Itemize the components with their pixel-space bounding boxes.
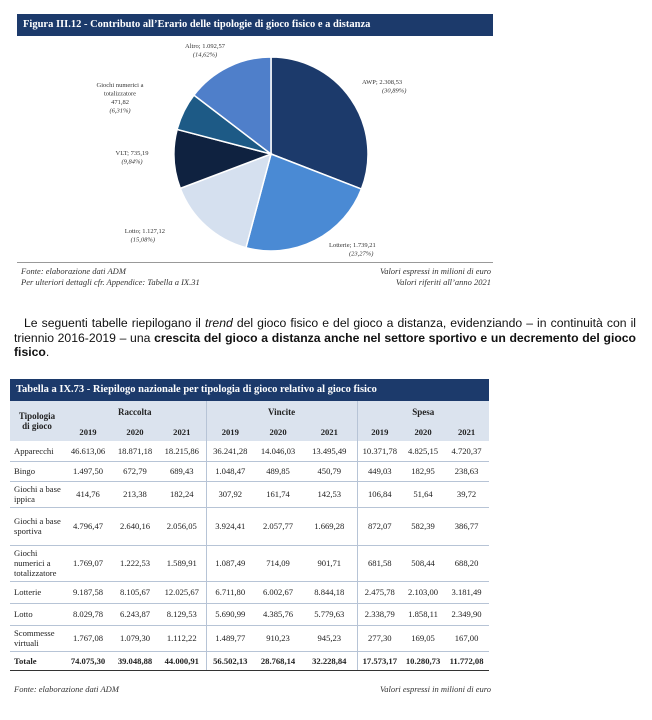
total-cell: 32.228,84	[302, 651, 357, 670]
table-cell: 5.690,99	[206, 603, 254, 625]
table-row	[10, 481, 489, 507]
table-cell: 238,63	[444, 461, 489, 481]
table-cell: 3.924,41	[206, 507, 254, 545]
pie-label-vlt: VLT; 735,19	[115, 150, 149, 157]
table-total-row	[10, 651, 489, 670]
table-cell: 2.475,78	[357, 581, 402, 603]
table-cell: 2.103,00	[402, 581, 444, 603]
table-cell: 9.187,58	[64, 581, 112, 603]
row-label: Lotto	[10, 603, 64, 625]
pie-label-lotterie: Lotterie; 1.739,21	[329, 242, 376, 249]
figure-units-line: Valori espressi in milioni di euro	[379, 266, 491, 276]
row-label: Scommesse virtuali	[10, 625, 64, 651]
year-header: 2019	[357, 423, 402, 441]
year-header: 2020	[254, 423, 302, 441]
table-cell: 8.029,78	[64, 603, 112, 625]
total-cell: 44.000,91	[158, 651, 206, 670]
table-cell: 508,44	[402, 545, 444, 581]
year-header: 2021	[158, 423, 206, 441]
table-cell: 51,64	[402, 481, 444, 507]
table-cell: 8.105,67	[112, 581, 158, 603]
table-cell: 39,72	[444, 481, 489, 507]
table-cell: 8.129,53	[158, 603, 206, 625]
table-cell: 2.057,77	[254, 507, 302, 545]
table-cell: 1.048,47	[206, 461, 254, 481]
row-label: Apparecchi	[10, 441, 64, 461]
table-cell: 1.858,11	[402, 603, 444, 625]
pie-pct-altro: (14,62%)	[192, 51, 218, 59]
table-cell: 18.215,86	[158, 441, 206, 461]
pie-pct-lotto: (15,08%)	[130, 236, 155, 244]
pie-pct-giochi-numerici: (6,31%)	[109, 107, 131, 115]
year-header: 2021	[302, 423, 357, 441]
table-cell: 13.495,49	[302, 441, 357, 461]
group-header-spesa: Spesa	[357, 401, 489, 423]
table-title: Tabella a IX.73 - Riepilogo nazionale per tipologia di gioco relativo al gioco fisico	[10, 379, 489, 401]
table-cell: 182,24	[158, 481, 206, 507]
table-cell: 167,00	[444, 625, 489, 651]
pie-label-giochi-numerici: totalizzatore	[103, 90, 137, 98]
table-cell: 910,23	[254, 625, 302, 651]
table-cell: 386,77	[444, 507, 489, 545]
table-cell: 307,92	[206, 481, 254, 507]
year-header: 2019	[206, 423, 254, 441]
total-cell: 56.502,13	[206, 651, 254, 670]
table-row	[10, 507, 489, 545]
year-header: 2020	[112, 423, 158, 441]
figure-appendix-line: Per ulteriori dettagli cfr. Appendice: Tabella a IX.31	[21, 277, 200, 287]
table-cell: 169,05	[402, 625, 444, 651]
table-cell: 4.720,37	[444, 441, 489, 461]
table-cell: 3.181,49	[444, 581, 489, 603]
table-cell: 182,95	[402, 461, 444, 481]
table-cell: 1.497,50	[64, 461, 112, 481]
paragraph-part-3: .	[45, 345, 50, 359]
table-cell: 450,79	[302, 461, 357, 481]
table-cell: 10.371,78	[357, 441, 402, 461]
table-cell: 142,53	[302, 481, 357, 507]
pie-pct-awp: (30,89%)	[382, 87, 407, 95]
total-label: Totale	[10, 651, 64, 670]
table-cell: 1.767,08	[64, 625, 112, 651]
table-cell: 688,20	[444, 545, 489, 581]
paragraph-bold: crescita del gioco a distanza anche nel settore sportivo e un decremento del gioco fisico	[14, 330, 636, 359]
table-row	[10, 461, 489, 481]
pie-label-awp: AWP; 2.308,53	[362, 79, 403, 86]
table-cell: 161,74	[254, 481, 302, 507]
data-table	[10, 401, 489, 671]
row-label: Bingo	[10, 461, 64, 481]
table-cell: 872,07	[357, 507, 402, 545]
table-row	[10, 441, 489, 461]
table-cell: 213,38	[112, 481, 158, 507]
table-cell: 489,85	[254, 461, 302, 481]
figure-year-line: Valori riferiti all’anno 2021	[395, 277, 491, 287]
year-header: 2019	[64, 423, 112, 441]
table-cell: 901,71	[302, 545, 357, 581]
pie-pct-lotterie: (23,27%)	[349, 250, 374, 258]
total-cell: 10.280,73	[402, 651, 444, 670]
figure-units-note	[380, 266, 491, 288]
row-label: Giochi a base ippica	[10, 481, 64, 507]
table-cell: 672,79	[112, 461, 158, 481]
table-cell: 1.669,28	[302, 507, 357, 545]
table-row	[10, 545, 489, 581]
paragraph-part-1: Le seguenti tabelle riepilogano il	[24, 316, 205, 330]
table-cell: 1.112,22	[158, 625, 206, 651]
table-cell: 6.711,80	[206, 581, 254, 603]
year-header: 2020	[402, 423, 444, 441]
figure-divider	[17, 262, 493, 263]
table-cell: 4.825,15	[402, 441, 444, 461]
table-cell: 277,30	[357, 625, 402, 651]
table-cell: 1.222,53	[112, 545, 158, 581]
table-cell: 106,84	[357, 481, 402, 507]
table-cell: 945,23	[302, 625, 357, 651]
table-cell: 681,58	[357, 545, 402, 581]
table-cell: 2.640,16	[112, 507, 158, 545]
group-header-raccolta: Raccolta	[64, 401, 206, 423]
table-cell: 2.056,05	[158, 507, 206, 545]
paragraph-trend: trend	[204, 316, 233, 330]
table-cell: 414,76	[64, 481, 112, 507]
corner-line-2: di gioco	[22, 421, 52, 431]
table-cell: 1.489,77	[206, 625, 254, 651]
table-cell: 2.338,79	[357, 603, 402, 625]
pie-chart-svg	[17, 36, 493, 261]
pie-label-altro: Altro; 1.092,57	[185, 43, 225, 50]
figure-source-note	[21, 266, 200, 288]
table-cell: 6.002,67	[254, 581, 302, 603]
table-cell: 1.769,07	[64, 545, 112, 581]
pie-label-giochi-numerici: Giochi numerici a	[96, 82, 144, 89]
table-cell: 449,03	[357, 461, 402, 481]
row-label: Lotterie	[10, 581, 64, 603]
table-cell: 4.796,47	[64, 507, 112, 545]
pie-pct-vlt: (9,84%)	[121, 158, 143, 166]
pie-chart	[17, 36, 493, 261]
pie-label-lotto: Lotto; 1.127,12	[124, 228, 165, 235]
table-cell: 36.241,28	[206, 441, 254, 461]
table-cell: 5.779,63	[302, 603, 357, 625]
row-label: Giochi numerici a totalizzatore	[10, 545, 64, 581]
year-header: 2021	[444, 423, 489, 441]
table-row	[10, 581, 489, 603]
pie-label-giochi-numerici: 471,82	[111, 99, 129, 106]
table-cell: 18.871,18	[112, 441, 158, 461]
table-cell: 689,43	[158, 461, 206, 481]
table-cell: 2.349,90	[444, 603, 489, 625]
figure-title: Figura III.12 - Contributo all’Erario delle tipologie di gioco fisico e a distanza	[17, 14, 493, 36]
corner-line-1: Tipologia	[18, 411, 56, 421]
table-row	[10, 603, 489, 625]
table-units-note: Valori espressi in milioni di euro	[380, 684, 492, 694]
table-cell: 1.589,91	[158, 545, 206, 581]
group-header-vincite: Vincite	[206, 401, 357, 423]
table-cell: 46.613,06	[64, 441, 112, 461]
total-cell: 74.075,30	[64, 651, 112, 670]
table-cell: 1.079,30	[112, 625, 158, 651]
total-cell: 17.573,17	[357, 651, 402, 670]
table-cell: 1.087,49	[206, 545, 254, 581]
table-cell: 6.243,87	[112, 603, 158, 625]
total-cell: 28.768,14	[254, 651, 302, 670]
table-corner-header	[10, 401, 64, 441]
table-cell: 8.844,18	[302, 581, 357, 603]
total-cell: 39.048,88	[112, 651, 158, 670]
table-cell: 4.385,76	[254, 603, 302, 625]
figure-source-line: Fonte: elaborazione dati ADM	[21, 266, 126, 276]
table-cell: 582,39	[402, 507, 444, 545]
row-label: Giochi a base sportiva	[10, 507, 64, 545]
table-cell: 714,09	[254, 545, 302, 581]
body-paragraph	[14, 316, 636, 360]
table-source-note: Fonte: elaborazione dati ADM	[14, 684, 119, 694]
table-cell: 14.046,03	[254, 441, 302, 461]
table-row	[10, 625, 489, 651]
paragraph-part-2: del gioco fisico e del gioco a distanza, evidenziando – in continuità con il triennio 2016-2019 – una	[14, 316, 636, 345]
total-cell: 11.772,08	[444, 651, 489, 670]
table-cell: 12.025,67	[158, 581, 206, 603]
